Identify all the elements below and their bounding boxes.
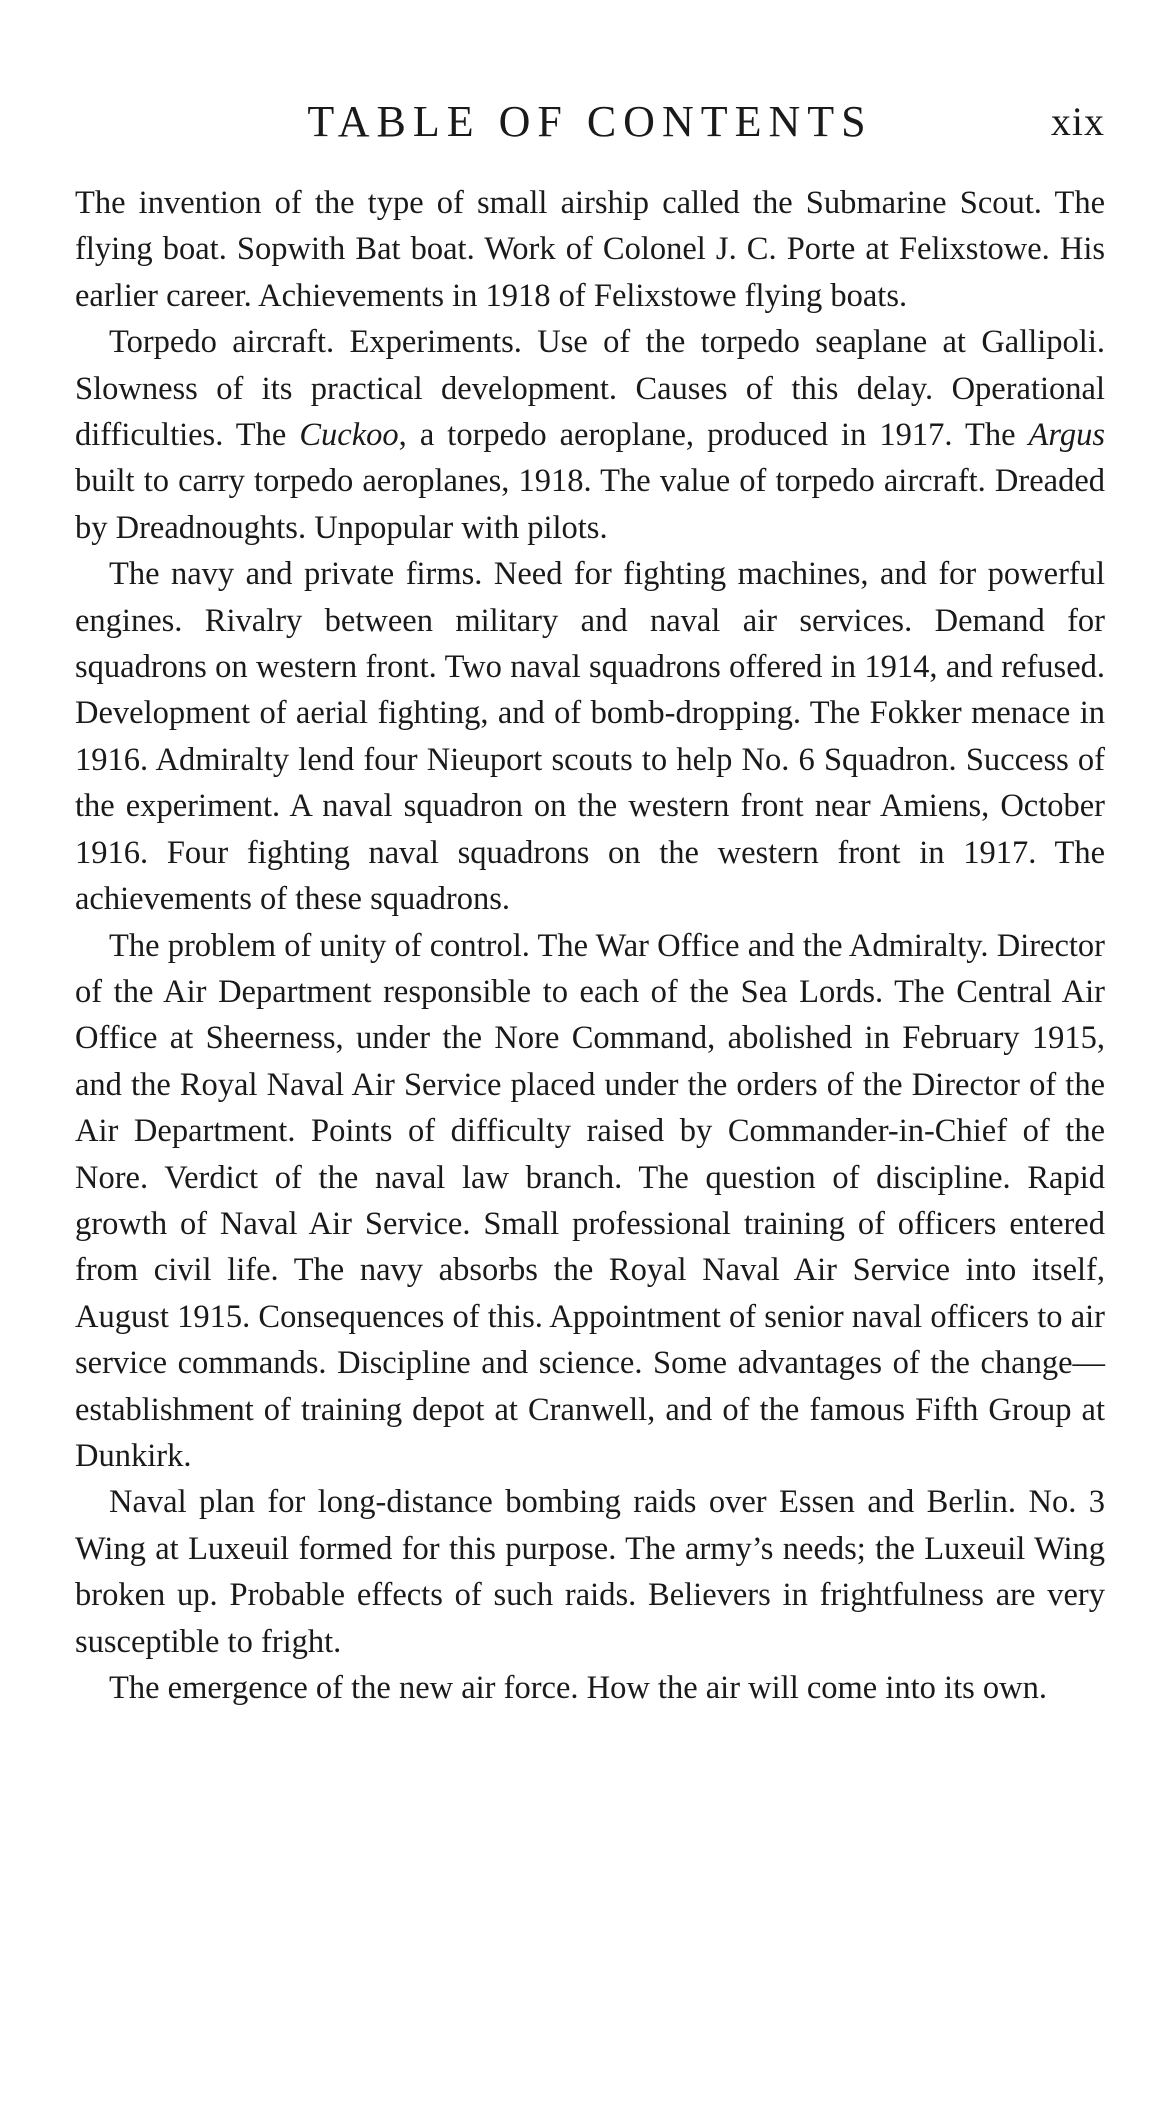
paragraph-airships	[75, 180, 1105, 319]
paragraph-bombing-raids	[75, 1479, 1105, 1665]
paragraph-text: The emergence of the new air force. How the air will come into its own.	[109, 1670, 1047, 1706]
contents-body	[75, 180, 1105, 1711]
ship-name-argus: Argus	[1028, 417, 1105, 454]
paragraph-text: built to carry torpedo aeroplanes, 1918. The value of torpedo aircraft. Dreaded by Dreadnoughts. Unpopular with pilots.	[75, 463, 1105, 546]
paragraph-text: The problem of unity of control. The War Office and the Admiralty. Director of the Air Department responsible to each of the Sea Lords. The Central Air Office at Sheerness, under the Nore Command, abolished in February 1915, and the Royal Naval Air Service placed under the orders of the Director of the Air Department. Points of difficulty raised by Commander-in-Chief of the Nore. Verdict of the naval law branch. The question of discipline. Rapid growth of Naval Air Service. Small professional training of officers entered from civil life. The navy absorbs the Royal Naval Air Service into itself, August 1915. Consequences of this. Appointment of senior naval officers to air service commands. Discipline and science. Some advantages of the change—establishment of training depot at Cranwell, and of the famous Fifth Group at Dunkirk.	[75, 927, 1105, 1474]
paragraph-text: The invention of the type of small airship called the Submarine Scout. The flying boat. Sopwith Bat boat. Work of Colonel J. C. Porte at Felixstowe. His earlier career. Achievements in 1918 of Felixstowe flying boats.	[75, 185, 1105, 314]
paragraph-text: Torpedo aircraft. Experiments. Use of the torpedo seaplane at Gallipoli. Slowness of its practical development. Causes of this delay. Operational difficulties. The	[75, 324, 1105, 454]
paragraph-text: , a torpedo aeroplane, produced in 1917. The	[398, 417, 1029, 454]
ship-name-cuckoo: Cuckoo	[299, 417, 399, 454]
paragraph-unity-of-control	[75, 923, 1105, 1480]
paragraph-navy-private-firms	[75, 551, 1105, 922]
paragraph-text: Naval plan for long-distance bombing raids over Essen and Berlin. No. 3 Wing at Luxeuil formed for this purpose. The army’s needs; the Luxeuil Wing broken up. Probable effects of such raids. Believers in frightfulness are very susceptible to fright.	[75, 1484, 1105, 1660]
paragraph-torpedo-aircraft	[75, 319, 1105, 551]
running-head	[75, 92, 1105, 152]
page-number: xix	[1050, 99, 1105, 144]
paragraph-new-air-force	[75, 1665, 1105, 1711]
page-title: TABLE OF CONTENTS	[307, 97, 873, 146]
paragraph-text: The navy and private firms. Need for fighting machines, and for powerful engines. Rivalry between military and naval air services. Demand for squadrons on western front. Two naval squadrons offered in 1914, and refused. Development of aerial fighting, and of bomb-dropping. The Fokker menace in 1916. Admiralty lend four Nieuport scouts to help No. 6 Squadron. Success of the experiment. A naval squadron on the western front near Amiens, October 1916. Four fighting naval squadrons on the western front in 1917. The achievements of these squadrons.	[75, 556, 1105, 918]
